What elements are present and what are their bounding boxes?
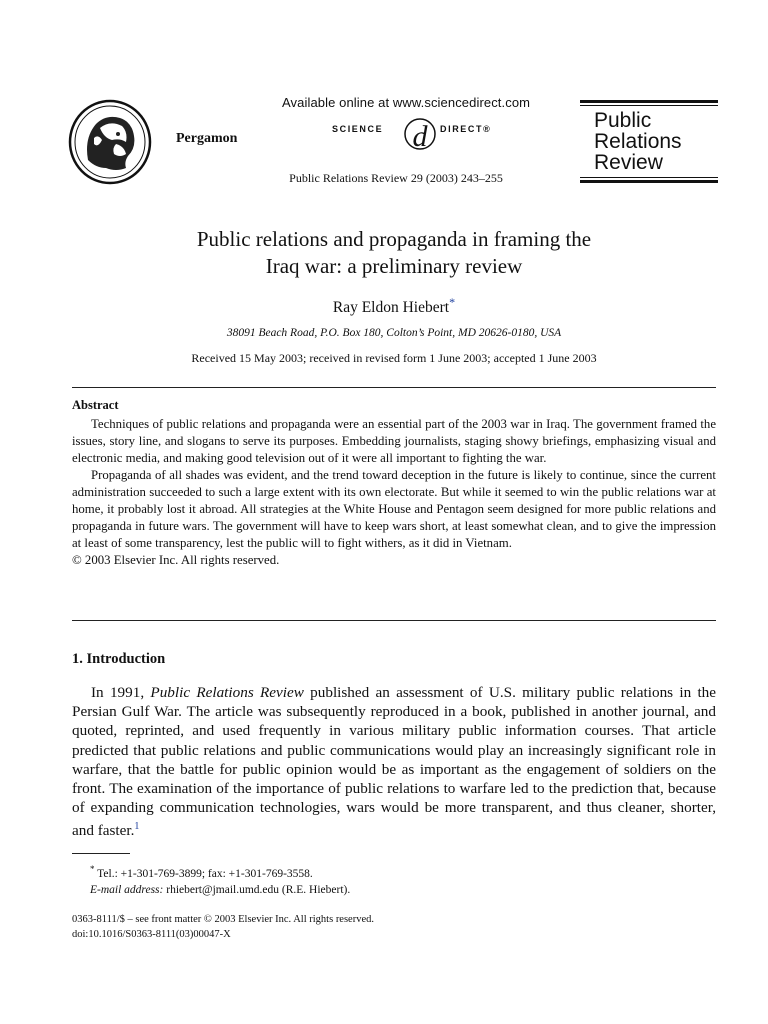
abstract-heading: Abstract: [72, 398, 119, 412]
introduction-body: [72, 683, 716, 841]
abstract-paragraph: Propaganda of all shades was evident, and the trend toward deception in the future is likely to continue, since the current administration succeeded to such a large extent with its own electorate. But while it seemed to win the public relations war at home, it probably lost it abroad. All strategies at the White House and Pentagon seem designed for more public relations and propaganda in future wars. The government will have to keep wars short, at least somewhat clean, and to give the impression at least of some transparency, lest the public will to fight withers, as it did in Vietnam.: [72, 468, 716, 550]
footnote-rule: [72, 853, 130, 854]
footnote-contact-line: [90, 861, 350, 882]
author-footnote-link[interactable]: *: [449, 295, 456, 309]
footnote-contact: Tel.: +1-301-769-3899; fax: +1-301-769-3558.: [97, 867, 313, 880]
author-name: Ray Eldon Hiebert: [332, 299, 450, 317]
section-heading: 1. Introduction: [72, 651, 166, 667]
divider: [72, 620, 716, 621]
masthead-rule: [580, 105, 718, 106]
sciencedirect-online-text: Available online at www.sciencedirect.com: [282, 95, 531, 110]
article-title: [0, 226, 768, 280]
issn-line: 0363-8111/$ – see front matter © 2003 Elsevier Inc. All rights reserved.: [72, 914, 374, 925]
footnote-ref-link[interactable]: 1: [134, 821, 140, 833]
intro-lead: In 1991,: [91, 684, 145, 701]
sciencedirect-d-icon: [400, 112, 440, 152]
author-line: [0, 295, 768, 317]
publisher-name: Pergamon: [176, 131, 238, 146]
footnote-mark: *: [90, 864, 95, 874]
author-footnote: [90, 861, 350, 898]
author-affiliation: 38091 Beach Road, P.O. Box 180, Colton’s Point, MD 20626-0180, USA: [226, 327, 562, 339]
masthead-rule: [580, 100, 718, 103]
email-label: E-mail address:: [90, 883, 164, 896]
journal-title-line: Relations: [594, 130, 682, 153]
email-value[interactable]: rhiebert@jmail.umd.edu (R.E. Hiebert).: [166, 883, 351, 896]
introduction-paragraph: [72, 683, 716, 841]
journal-title: [594, 110, 682, 173]
abstract-body: [72, 416, 716, 569]
journal-masthead: [580, 100, 718, 183]
sciencedirect-word-right: DIRECT®: [440, 124, 492, 134]
article-title-line: Public relations and propaganda in framing the: [196, 227, 592, 251]
abstract-copyright: © 2003 Elsevier Inc. All rights reserved.: [72, 553, 280, 567]
journal-reference: Public Relations Review: [150, 684, 304, 701]
divider: [72, 387, 716, 388]
received-dates: Received 15 May 2003; received in revised form 1 June 2003; accepted 1 June 2003: [191, 351, 597, 365]
article-title-line: Iraq war: a preliminary review: [265, 254, 523, 278]
intro-text: published an assessment of U.S. military public relations in the Persian Gulf War. The article was subsequently reproduced in a book, published in another journal, and quoted, reprinted, and used frequently in various military public information courses. That article predicted that public relations and public communications would play an increasingly significant role in warfare, that the battle for public opinion would be as important as the engagement of soldiers on the front. The examination of the importance of public relations to warfare led to the prediction that, because of expanding communication technologies, wars would be more transparent, and thus cleaner, shorter, and faster.: [72, 684, 717, 840]
journal-title-line: Review: [594, 151, 663, 174]
issn-doi-block: [72, 912, 374, 942]
sciencedirect-logo: [282, 112, 550, 154]
abstract-paragraph: Techniques of public relations and propaganda were an essential part of the 2003 war in Iraq. The government framed the issues, story line, and slogans to serve its purposes. Embedding journalists, staging showy briefings, emphasizing visual and electronic media, and making good television out of it were all important to fighting the war.: [72, 417, 716, 465]
sciencedirect-d-glyph: d: [412, 120, 428, 152]
masthead-rule: [580, 180, 718, 183]
masthead-rule: [580, 177, 718, 178]
doi-line[interactable]: doi:10.1016/S0363-8111(03)00047-X: [72, 929, 231, 940]
journal-citation: Public Relations Review 29 (2003) 243–255: [289, 171, 503, 185]
journal-title-line: Public: [594, 109, 652, 132]
footnote-email-line: [90, 882, 350, 898]
sciencedirect-word-left: SCIENCE: [332, 124, 384, 134]
